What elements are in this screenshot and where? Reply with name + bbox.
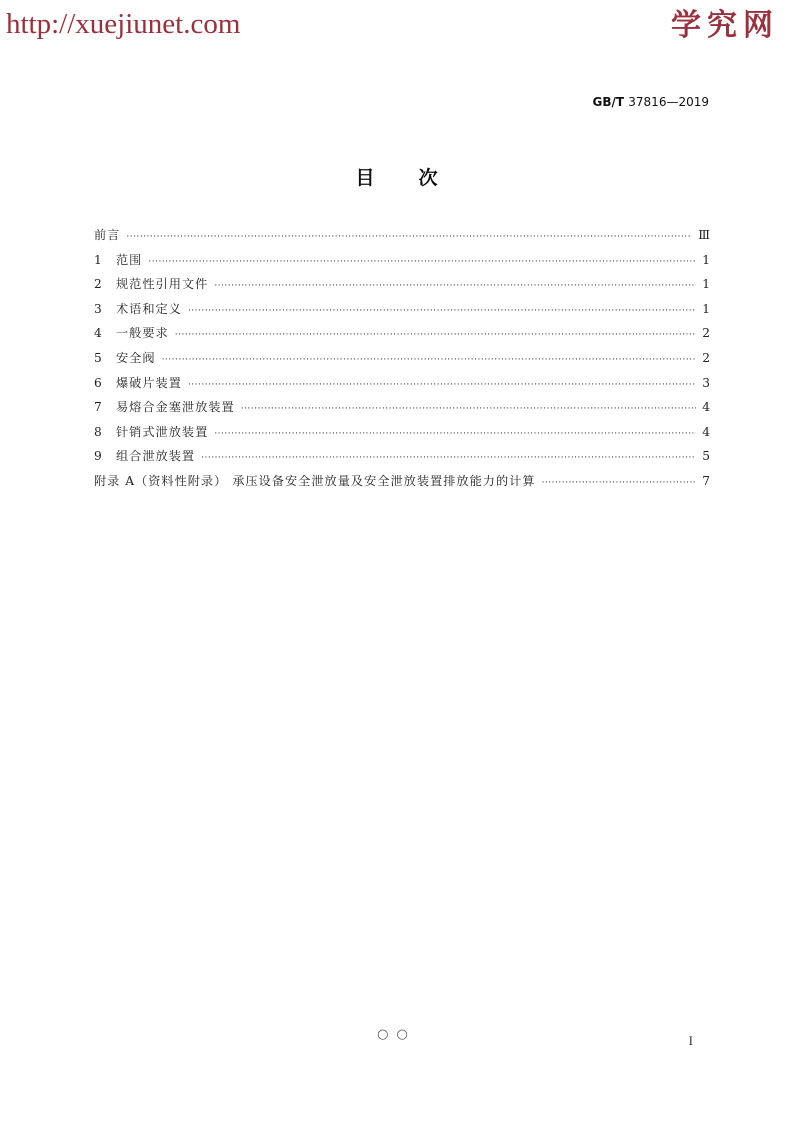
toc-entry-terms-definitions[interactable] <box>94 300 710 325</box>
toc-entry-label: 一般要求 <box>116 326 169 341</box>
toc-entry-bursting-disc[interactable] <box>94 374 710 399</box>
toc-entry-label: 易熔合金塞泄放装置 <box>116 400 235 415</box>
toc-entry-scope[interactable] <box>94 251 710 276</box>
toc-entry-number: 5 <box>94 350 102 365</box>
toc-entry-page: 2 <box>702 326 710 341</box>
toc-leader-dots <box>542 478 696 488</box>
toc-leader-dots <box>175 330 696 340</box>
toc-entry-label: 针销式泄放装置 <box>116 424 209 439</box>
toc-entry-general-requirements[interactable] <box>94 324 710 349</box>
toc-entry-number: 6 <box>94 375 102 390</box>
toc-entry-fusible-plug[interactable] <box>94 398 710 423</box>
toc-entry-page: 4 <box>702 424 710 439</box>
toc-entry-page: 1 <box>702 252 710 267</box>
toc-entry-label: 术语和定义 <box>116 301 182 316</box>
toc-entry-normative-references[interactable] <box>94 275 710 300</box>
toc-leader-dots <box>241 404 696 414</box>
page-number: I <box>688 1033 693 1048</box>
standard-prefix: GB/T <box>592 95 625 109</box>
watermark-url: http://xuejiunet.com <box>6 8 241 40</box>
toc-entry-number: 9 <box>94 449 102 464</box>
toc-entry-pin-device[interactable] <box>94 423 710 448</box>
toc-leader-dots <box>201 453 696 463</box>
footer-mark: ○○ <box>377 1027 416 1042</box>
toc-leader-dots <box>126 232 692 242</box>
toc-entry-foreword[interactable] <box>94 226 710 251</box>
toc-entry-label: 前言 <box>94 228 121 242</box>
toc-entry-page: 3 <box>702 375 710 390</box>
toc-entry-page: Ⅲ <box>698 228 710 242</box>
toc-entry-number: 3 <box>94 301 102 316</box>
toc-entry-number: 7 <box>94 400 102 415</box>
toc-entry-page: 5 <box>702 449 710 464</box>
toc-leader-dots <box>188 380 696 390</box>
toc-entry-label: 附录 A（资料性附录） 承压设备安全泄放量及安全泄放装置排放能力的计算 <box>94 473 536 488</box>
toc-leader-dots <box>148 257 696 267</box>
toc-leader-dots <box>214 281 696 291</box>
toc-entry-safety-valve[interactable] <box>94 349 710 374</box>
toc-entry-number: 4 <box>94 326 102 341</box>
toc-entry-page: 1 <box>702 277 710 292</box>
toc-list <box>94 226 710 497</box>
toc-title: 目次 <box>355 167 482 189</box>
toc-entry-number: 1 <box>94 252 102 267</box>
toc-leader-dots <box>188 306 696 316</box>
toc-entry-number: 2 <box>94 277 102 292</box>
watermark-brand: 学究网 <box>671 8 779 43</box>
toc-entry-number: 8 <box>94 424 102 439</box>
standard-number: 37816—2019 <box>628 95 709 109</box>
toc-entry-label: 规范性引用文件 <box>116 277 209 292</box>
toc-entry-combined-device[interactable] <box>94 447 710 472</box>
toc-entry-label: 安全阀 <box>116 350 156 365</box>
toc-entry-annex-a[interactable] <box>94 472 710 497</box>
toc-entry-page: 2 <box>702 350 710 365</box>
toc-leader-dots <box>214 429 696 439</box>
toc-entry-label: 范围 <box>116 252 143 267</box>
toc-entry-label: 组合泄放装置 <box>116 449 196 464</box>
toc-entry-label: 爆破片装置 <box>116 375 182 390</box>
toc-leader-dots <box>162 355 696 365</box>
toc-entry-page: 4 <box>702 400 710 415</box>
standard-code <box>593 95 709 109</box>
toc-entry-page: 1 <box>702 301 710 316</box>
toc-entry-page: 7 <box>702 473 710 488</box>
